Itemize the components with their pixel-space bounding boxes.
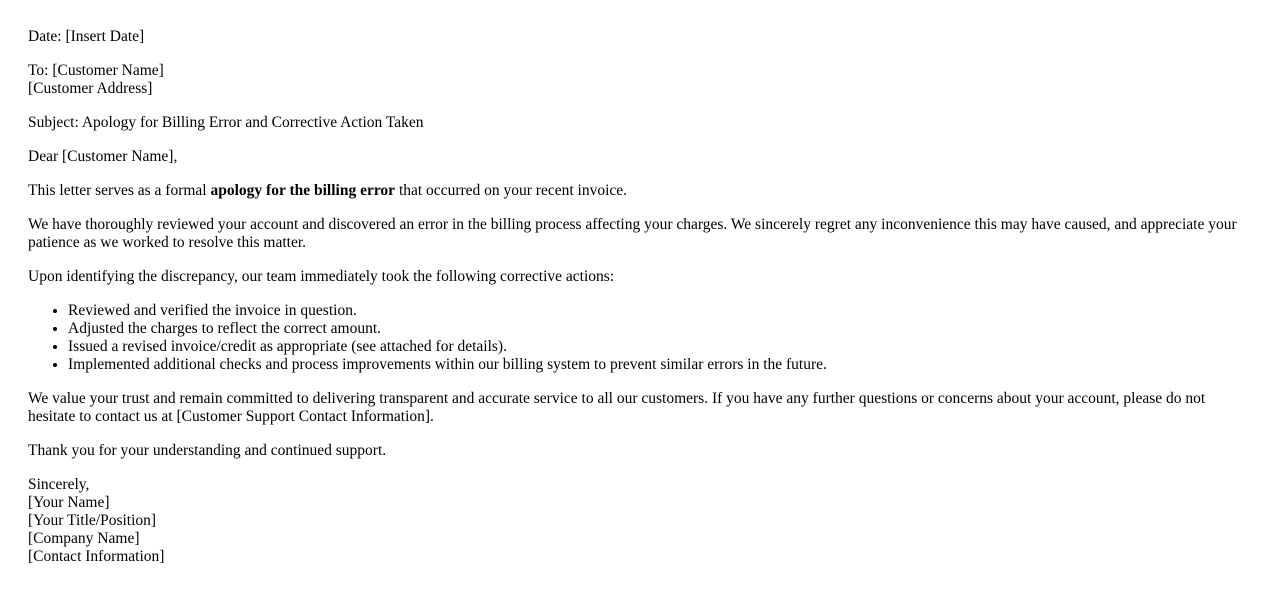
salutation: Dear [Customer Name], xyxy=(28,148,178,165)
intro-bold-text: apology for the billing error xyxy=(210,182,396,199)
signature-title: [Your Title/Position] xyxy=(28,512,157,529)
signature-company: [Company Name] xyxy=(28,530,140,547)
list-item: • Implemented additional checks and process improvements within our billing system to prevent similar errors in the future. xyxy=(68,356,1250,374)
signature-name: [Your Name] xyxy=(28,494,110,511)
signature-block xyxy=(28,476,1250,566)
recipient-address-line: [Customer Address] xyxy=(28,80,153,97)
list-item: • Issued a revised invoice/credit as appropriate (see attached for details). xyxy=(68,338,1250,356)
signature-closing: Sincerely, xyxy=(28,476,90,493)
actions-intro: Upon identifying the discrepancy, our team immediately took the following corrective actions: xyxy=(28,268,615,285)
trust-paragraph: We value your trust and remain committed to delivering transparent and accurate service to all our customers. If you have any further questions or concerns about your account, please do not hesitate to contact us at [Customer Support Contact Information]. xyxy=(28,390,1206,425)
list-item: • Adjusted the charges to reflect the correct amount. xyxy=(68,320,1250,338)
letter-body xyxy=(28,28,1250,582)
signature-contact: [Contact Information] xyxy=(28,548,165,565)
date-line: Date: [Insert Date] xyxy=(28,28,145,45)
recipient-to-line: To: [Customer Name] xyxy=(28,62,164,79)
corrective-actions-list xyxy=(28,302,1250,374)
list-item: • Reviewed and verified the invoice in question. xyxy=(68,302,1250,320)
thanks-paragraph: Thank you for your understanding and continued support. xyxy=(28,442,387,459)
recipient-block xyxy=(28,62,1250,98)
intro-text-before: This letter serves as a formal xyxy=(28,182,207,199)
review-paragraph: We have thoroughly reviewed your account and discovered an error in the billing process affecting your charges. We sincerely regret any inconvenience this may have caused, and appreciate your patience as we worked to resolve this matter. xyxy=(28,216,1237,251)
intro-paragraph xyxy=(28,182,1250,200)
subject-line: Subject: Apology for Billing Error and Corrective Action Taken xyxy=(28,114,424,131)
intro-text-after: that occurred on your recent invoice. xyxy=(398,182,628,199)
